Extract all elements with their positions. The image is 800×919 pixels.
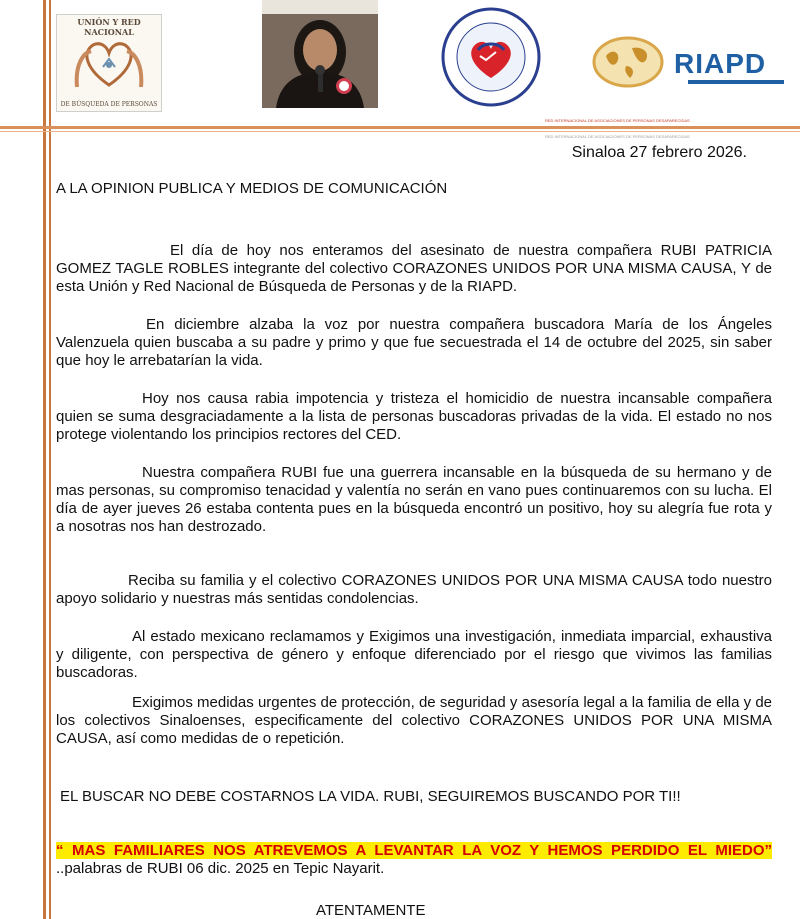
header-rule-thin: [0, 131, 800, 132]
margin-line-inner: [49, 0, 51, 919]
slogan: EL BUSCAR NO DEBE COSTARNOS LA VIDA. RUBI, SEGUIREMOS BUSCANDO POR TI!!: [60, 788, 681, 805]
quote-attribution: ..palabras de RUBI 06 dic. 2025 en Tepic Nayarit.: [56, 860, 385, 877]
corazones-unidos-logo: [432, 6, 550, 108]
closing: ATENTAMENTE: [316, 902, 426, 919]
riapd-tagline: RED INTERNACIONAL DE ASOCIACIONES DE PERSONAS DESAPARECIDAS: [545, 118, 690, 123]
paragraph-1: El día de hoy nos enteramos del asesinato de nuestra compañera RUBI PATRICIA GOMEZ TAGLE ROBLES integrante del colectivo CORAZONES UNIDOS POR UNA MISMA CAUSA, Y de esta Unión y Red Nacional de Búsqueda de Personas y de la RIAPD.: [56, 242, 772, 295]
paragraph-3: Hoy nos causa rabia impotencia y tristeza el homicidio de nuestra incansable compañera quien se suma desgraciadamente a la lista de personas buscadoras privadas de la vida. El estado no nos protege violentando los principios rectores del CED.: [56, 390, 772, 443]
riapd-tagline-2: RED INTERNACIONAL DE ASOCIACIONES DE PERSONAS DESAPARECIDAS: [545, 134, 690, 139]
paragraph-4: Nuestra compañera RUBI fue una guerrera incansable en la búsqueda de su hermano y de mas personas, su compromiso tenacidad y valentía no serán en vano pues continuaremos con su lucha. El día de ayer jueves 26 estaba contenta pues en la búsqueda encontró un positivo, hoy su alegría fue rota y a nosotras nos han destrozado.: [56, 464, 772, 535]
letter-date: Sinaloa 27 febrero 2026.: [571, 144, 747, 161]
paragraph-2: En diciembre alzaba la voz por nuestra compañera buscadora María de los Ángeles Valenzuela quien buscaba a su padre y primo y que fue secuestrada el 14 de octubre del 2025, sin saber que hoy le arrebatarían la vida.: [56, 316, 772, 369]
globe-icon: [588, 30, 668, 90]
quote-highlight: “ MAS FAMILIARES NOS ATREVEMOS A LEVANTAR LA VOZ Y HEMOS PERDIDO EL MIEDO”: [56, 842, 772, 859]
logo-union-subtitle: DE BÚSQUEDA DE PERSONAS: [60, 101, 158, 108]
margin-line-left: [43, 0, 46, 919]
header-rule: [0, 126, 800, 129]
paragraph-7: Exigimos medidas urgentes de protección, de seguridad y asesoría legal a la familia de ella y de los colectivos Sinaloenses, especificamente del colectivo CORAZONES UNIDOS POR UNA MISMA CAUSA, así como medidas de o repetición.: [56, 694, 772, 747]
logo-union-title: UNIÓN Y RED NACIONAL: [77, 17, 141, 37]
riapd-underline: [688, 80, 784, 84]
paragraph-6: Al estado mexicano reclamamos y Exigimos una investigación, inmediata imparcial, exhaustiva y diligente, con perspectiva de género y enfoque diferenciado por el riesgo que vivimos las familias buscadoras.: [56, 628, 772, 681]
corazones-seal-icon: [432, 6, 550, 108]
paragraph-5: Reciba su familia y el colectivo CORAZONES UNIDOS POR UNA MISMA CAUSA todo nuestro apoyo solidario y nuestras más sentidas condolencias.: [56, 572, 772, 607]
riapd-wordmark: RIAPD: [674, 48, 767, 79]
riapd-logo: [588, 30, 794, 90]
rubi-quote: [56, 842, 772, 878]
union-red-nacional-logo: [56, 14, 162, 112]
buscadora-photo: [262, 0, 378, 108]
letter-heading: A LA OPINION PUBLICA Y MEDIOS DE COMUNICACIÓN: [56, 180, 448, 197]
